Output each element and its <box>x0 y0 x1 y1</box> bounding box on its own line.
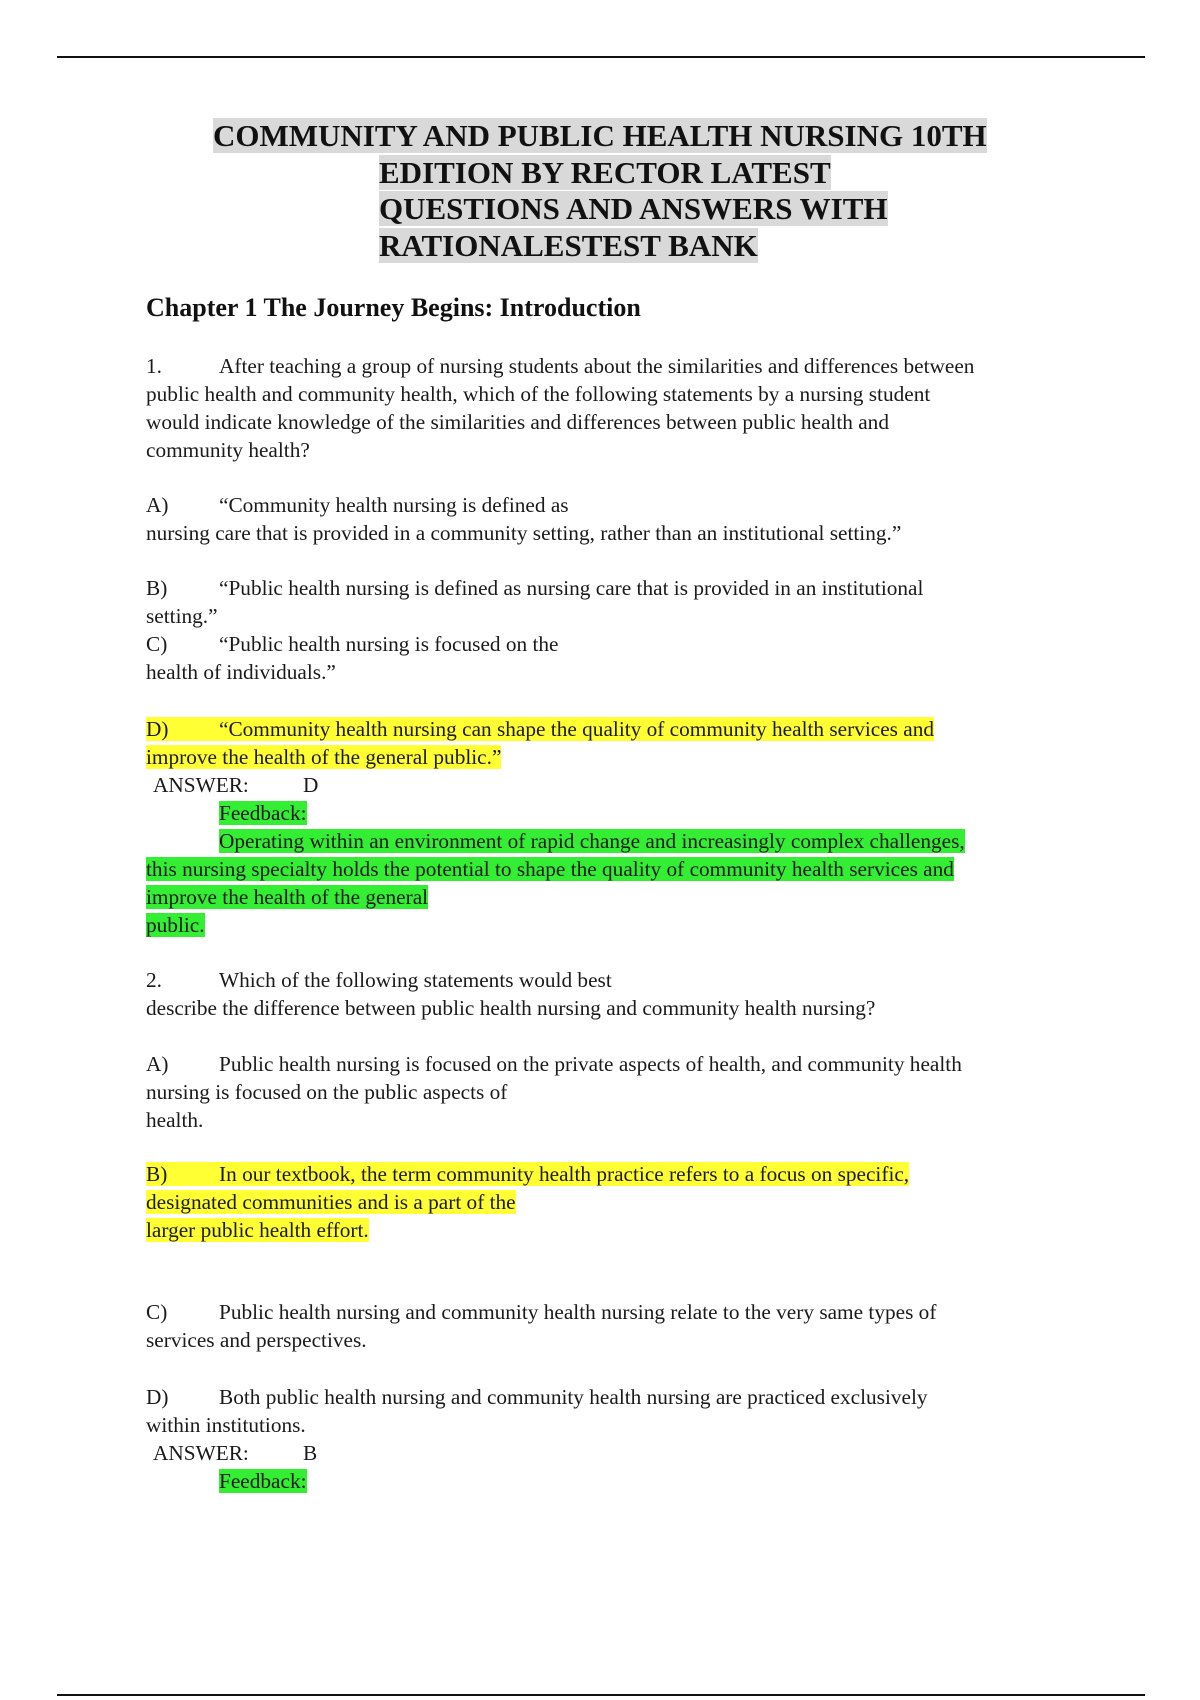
answer-label: ANSWER: <box>153 1441 249 1465</box>
option-label: C) <box>146 632 168 656</box>
option-label: D) <box>146 1385 169 1409</box>
option-text: “Community health nursing can shape the quality of community health services and <box>219 717 935 741</box>
option-text: “Public health nursing is defined as nursing care that is provided in an institutional <box>219 576 924 600</box>
feedback-text: this nursing specialty holds the potential to shape the quality of community health services and <box>146 857 954 881</box>
document-title <box>213 118 1033 264</box>
option-text: within institutions. <box>146 1413 306 1437</box>
stem-text: community health? <box>146 438 310 462</box>
question-1-option-b <box>146 574 1081 630</box>
question-1-feedback <box>146 799 1081 939</box>
question-1-option-c <box>146 630 1081 686</box>
answer-value: D <box>303 773 319 797</box>
question-1-option-a <box>146 491 1081 547</box>
option-text: services and perspectives. <box>146 1328 367 1352</box>
answer-label: ANSWER: <box>153 773 249 797</box>
question-2-stem <box>146 966 1081 1022</box>
bottom-rule <box>57 1694 1145 1696</box>
question-2-option-d <box>146 1383 1081 1439</box>
feedback-label: Feedback: <box>219 1469 307 1493</box>
option-text: nursing care that is provided in a community setting, rather than an institutional setting.” <box>146 521 902 545</box>
option-label: B) <box>146 576 168 600</box>
feedback-label: Feedback: <box>219 801 307 825</box>
top-rule <box>57 56 1145 58</box>
option-label: D) <box>146 717 169 741</box>
question-2-feedback <box>146 1467 1081 1495</box>
stem-text: After teaching a group of nursing students about the similarities and differences between <box>219 354 975 378</box>
option-text: nursing is focused on the public aspects of <box>146 1080 508 1104</box>
chapter-heading: Chapter 1 The Journey Begins: Introduction <box>146 293 641 322</box>
question-2-option-a <box>146 1050 1081 1134</box>
option-label: A) <box>146 493 169 517</box>
option-text: health. <box>146 1108 204 1132</box>
question-number: 2. <box>146 968 162 992</box>
question-number: 1. <box>146 354 162 378</box>
feedback-text: public. <box>146 913 205 937</box>
option-text: health of individuals.” <box>146 660 336 684</box>
option-text: designated communities and is a part of the <box>146 1190 516 1214</box>
stem-text: public health and community health, which of the following statements by a nursing student <box>146 382 931 406</box>
option-label: B) <box>146 1162 168 1186</box>
question-1-stem <box>146 352 1081 464</box>
option-text: Public health nursing is focused on the private aspects of health, and community health <box>219 1052 962 1076</box>
feedback-text: Operating within an environment of rapid change and increasingly complex challenges, <box>219 829 965 853</box>
question-1-answer <box>146 771 1081 799</box>
title-line-4: RATIONALESTEST BANK <box>379 227 758 263</box>
title-line-1: COMMUNITY AND PUBLIC HEALTH NURSING 10TH <box>213 118 987 153</box>
question-2-answer <box>146 1439 1081 1467</box>
option-text: improve the health of the general public.” <box>146 745 502 769</box>
feedback-text: improve the health of the general <box>146 885 429 909</box>
question-1-option-d <box>146 715 1081 771</box>
stem-text: would indicate knowledge of the similarities and differences between public health and <box>146 410 889 434</box>
option-text: In our textbook, the term community health practice refers to a focus on specific, <box>219 1162 910 1186</box>
question-2-option-b <box>146 1160 1081 1244</box>
option-text: larger public health effort. <box>146 1218 369 1242</box>
option-text: Public health nursing and community health nursing relate to the very same types of <box>219 1300 937 1324</box>
option-text: “Community health nursing is defined as <box>219 493 569 517</box>
option-label: A) <box>146 1052 169 1076</box>
option-text: setting.” <box>146 604 218 628</box>
option-text: Both public health nursing and community health nursing are practiced exclusively <box>219 1385 928 1409</box>
question-2-option-c <box>146 1298 1081 1354</box>
answer-value: B <box>303 1441 318 1465</box>
stem-text: Which of the following statements would best <box>219 968 612 992</box>
option-label: C) <box>146 1300 168 1324</box>
option-text: “Public health nursing is focused on the <box>219 632 559 656</box>
title-line-2: EDITION BY RECTOR LATEST <box>379 154 831 190</box>
stem-text: describe the difference between public health nursing and community health nursing? <box>146 996 876 1020</box>
title-line-3: QUESTIONS AND ANSWERS WITH <box>379 191 888 226</box>
